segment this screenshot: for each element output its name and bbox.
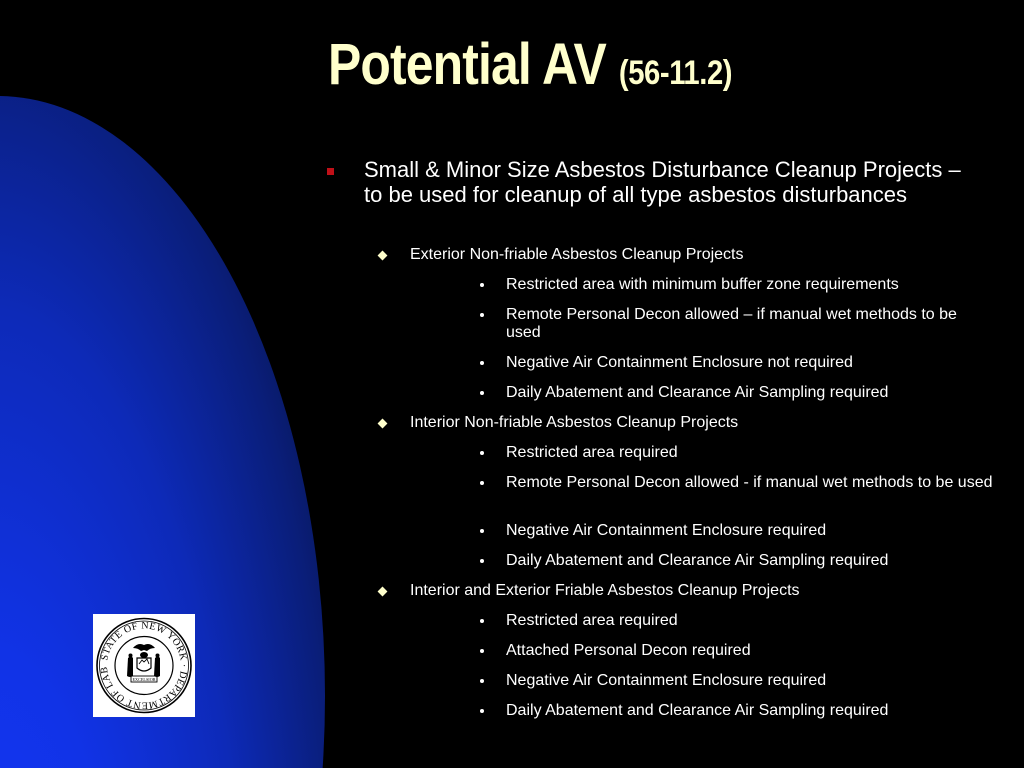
nys-department-of-labor-seal <box>93 614 195 717</box>
title-main: Potential AV <box>328 32 606 97</box>
dot-bullet-icon <box>480 313 484 317</box>
slide-title <box>328 30 732 100</box>
diamond-bullet-icon <box>378 587 388 597</box>
dot-bullet-icon <box>480 283 484 287</box>
dot-bullet-icon <box>480 709 484 713</box>
level3-item: Negative Air Containment Enclosure required <box>506 522 827 539</box>
level3-item: Negative Air Containment Enclosure required <box>506 672 827 689</box>
dot-bullet-icon <box>480 451 484 455</box>
level3-item: Restricted area with minimum buffer zone requirements <box>506 276 899 293</box>
level2-item: Interior Non-friable Asbestos Cleanup Projects <box>410 414 739 431</box>
level3-item: Remote Personal Decon allowed – if manual wet methods to be used <box>506 306 957 341</box>
diamond-bullet-icon <box>378 419 388 429</box>
level3-item: Daily Abatement and Clearance Air Sampling required <box>506 702 889 719</box>
level2-item: Interior and Exterior Friable Asbestos Cleanup Projects <box>410 582 800 599</box>
diamond-bullet-icon <box>378 251 388 261</box>
seal-motto: EXCELSIOR <box>132 676 156 682</box>
level3-item: Negative Air Containment Enclosure not required <box>506 354 853 371</box>
dot-bullet-icon <box>480 361 484 365</box>
seal-ring-text: STATE OF NEW YORK · DEPARTMENT OF LAB <box>98 620 190 711</box>
dot-bullet-icon <box>480 679 484 683</box>
level3-item: Daily Abatement and Clearance Air Sampling required <box>506 384 889 401</box>
dot-bullet-icon <box>480 619 484 623</box>
title-reference: (56-11.2) <box>618 54 733 92</box>
square-bullet-icon <box>327 168 334 175</box>
level3-item: Daily Abatement and Clearance Air Sampling required <box>506 552 889 569</box>
level2-item: Exterior Non-friable Asbestos Cleanup Projects <box>410 246 744 263</box>
dot-bullet-icon <box>480 391 484 395</box>
level1-item: Small & Minor Size Asbestos Disturbance Cleanup Projects – to be used for cleanup of all type asbestos disturbances <box>364 157 961 207</box>
dot-bullet-icon <box>480 649 484 653</box>
level3-item: Restricted area required <box>506 444 678 461</box>
dot-bullet-icon <box>480 529 484 533</box>
level3-item: Restricted area required <box>506 612 678 629</box>
level3-item: Remote Personal Decon allowed - if manual wet methods to be used <box>506 474 993 491</box>
seal-icon <box>93 614 195 717</box>
level3-item: Attached Personal Decon required <box>506 642 751 659</box>
dot-bullet-icon <box>480 481 484 485</box>
dot-bullet-icon <box>480 559 484 563</box>
